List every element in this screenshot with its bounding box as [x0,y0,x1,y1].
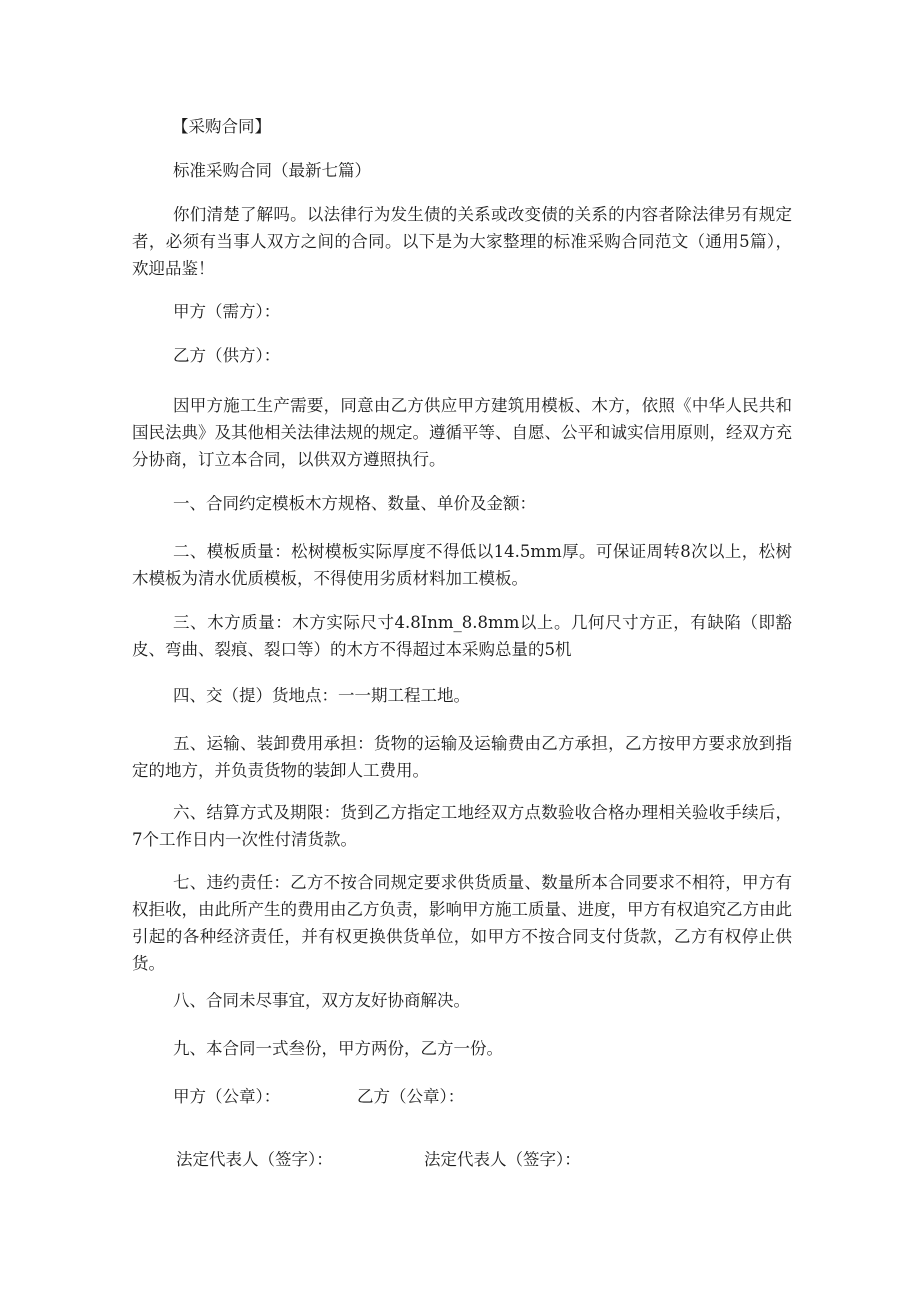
party-b-rep-label: 法定代表人（签字）： [424,1150,581,1169]
party-a-seal-label: 甲方（公章）： [173,1087,281,1106]
clause-7: 七、违约责任：乙方不按合同规定要求供货质量、数量所本合同要求不相符，甲方有权拒收，由此所产生的费用由乙方负责，影响甲方施工质量、进度，甲方有权追究乙方由此引起的各种经济责任，并有权更换供货单位，如甲方不按合同支付货款，乙方有权停止供货。 [132,873,792,973]
party-b-label: 乙方（供方）： [173,346,281,365]
preamble-paragraph: 因甲方施工生产需要，同意由乙方供应甲方建筑用模板、木方，依照《中华人民共和国民法典》及其他相关法律法规的规定。遵循平等、自愿、公平和诚实信用原则，经双方充分协商，订立本合同，以供双方遵照执行。 [132,396,792,469]
party-b-seal-label: 乙方（公章）： [357,1087,465,1106]
clause-9: 九、本合同一式叁份，甲方两份，乙方一份。 [173,1039,503,1058]
clause-8: 八、合同未尽事宜，双方友好协商解决。 [173,991,470,1010]
party-a-label: 甲方（需方）： [173,302,281,321]
party-a-rep-label: 法定代表人（签字）： [176,1150,333,1169]
clause-4: 四、交（提）货地点：一一期工程工地。 [173,686,470,705]
clause-3: 三、木方质量：木方实际尺寸4.8Inm_8.8mm以上。几何尺寸方正，有缺陷（即豁皮、弯曲、裂痕、裂口等）的木方不得超过本采购总量的5机 [132,613,792,659]
document-subtitle: 标准采购合同（最新七篇） [173,161,371,180]
intro-paragraph: 你们清楚了解吗。以法律行为发生债的关系或改变债的关系的内容者除法律另有规定者，必须有当事人双方之间的合同。以下是为大家整理的标准采购合同范文（通用5篇），欢迎品鉴！ [132,205,792,278]
clause-1: 一、合同约定模板木方规格、数量、单价及金额： [173,494,536,513]
clause-2: 二、模板质量：松树模板实际厚度不得低以14.5mm厚。可保证周转8次以上，松树木模板为清水优质模板，不得使用劣质材料加工模板。 [132,542,792,588]
clause-5: 五、运输、装卸费用承担：货物的运输及运输费由乙方承担，乙方按甲方要求放到指定的地方，并负责货物的装卸人工费用。 [132,734,792,780]
clause-6: 六、结算方式及期限：货到乙方指定工地经双方点数验收合格办理相关验收手续后，7个工作日内一次性付清货款。 [132,803,792,849]
document-heading: 【采购合同】 [172,117,271,136]
